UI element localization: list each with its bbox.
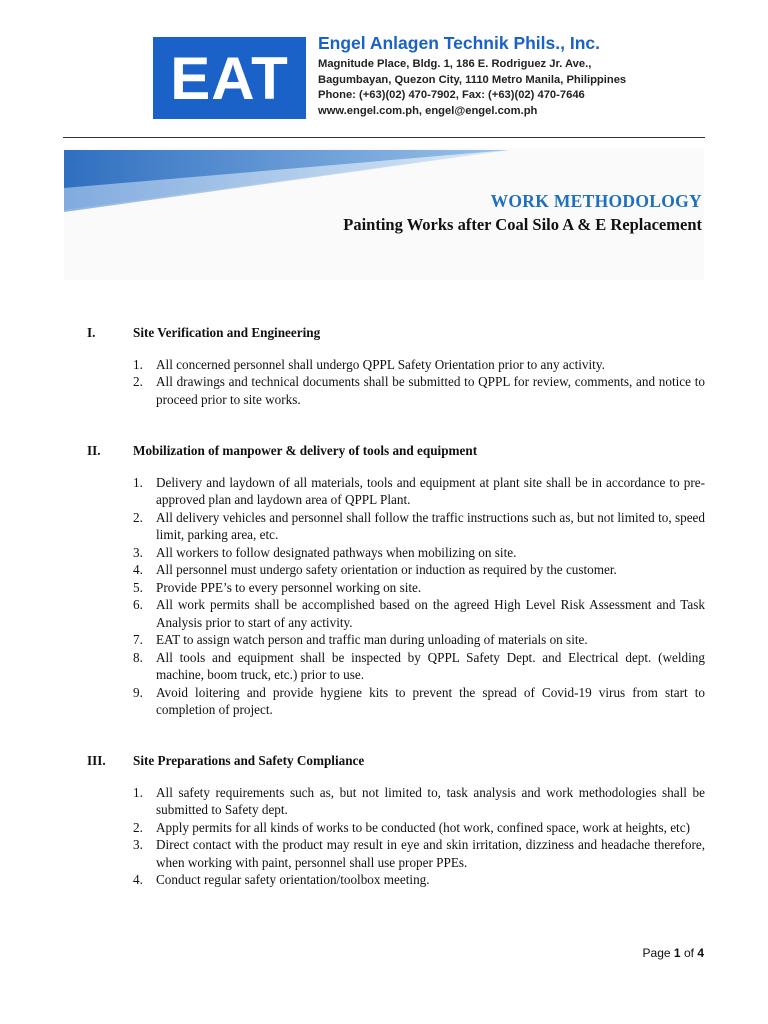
company-info (318, 33, 626, 119)
section-numeral: I. (87, 325, 96, 340)
item-number: 2. (133, 819, 143, 835)
section-heading (87, 324, 705, 342)
item-number: 6. (133, 597, 143, 612)
list-item (133, 373, 705, 408)
item-text: Conduct regular safety orientation/toolbox meeting. (156, 872, 430, 887)
title-banner (64, 148, 704, 280)
item-text: All workers to follow designated pathways when mobilizing on site. (156, 544, 517, 560)
item-number: 4. (133, 872, 143, 887)
item-text: All tools and equipment shall be inspected by QPPL Safety Dept. and Electrical dept. (welding machine, boom truck, etc.) prior to use. (156, 649, 705, 682)
document-subtitle: Painting Works after Coal Silo A & E Replacement (343, 215, 702, 234)
page-total: 4 (697, 946, 704, 960)
item-text: All concerned personnel shall undergo QPPL Safety Orientation prior to any activity. (156, 356, 605, 372)
section-title: Mobilization of manpower & delivery of tools and equipment (133, 443, 478, 458)
list-item (133, 784, 705, 819)
item-number: 8. (133, 649, 143, 665)
item-number: 2. (133, 509, 143, 525)
item-text: All safety requirements such as, but not limited to, task analysis and work methodologies shall be submitted to Safety dept. (156, 784, 705, 817)
section-3 (87, 752, 705, 889)
item-text: All work permits shall be accomplished based on the agreed High Level Risk Assessment and Task Analysis prior to start of any activity. (156, 597, 705, 630)
list-item (133, 544, 705, 562)
section-list (87, 474, 705, 719)
list-item (133, 596, 705, 631)
address-line-1: Magnitude Place, Bldg. 1, 186 E. Rodriguez Jr. Ave., (318, 58, 592, 70)
section-list (87, 784, 705, 889)
item-number: 5. (133, 579, 143, 595)
list-item (133, 579, 705, 597)
item-number: 3. (133, 544, 143, 560)
banner-swoosh-graphic (64, 148, 704, 280)
list-item (133, 356, 705, 374)
company-name: Engel Anlagen Technik Phils., Inc. (318, 33, 600, 53)
item-number: 7. (133, 632, 143, 647)
document-title: WORK METHODOLOGY (490, 191, 702, 211)
list-item (133, 474, 705, 509)
page-of: of (683, 946, 694, 960)
address-line-2: Bagumbayan, Quezon City, 1110 Metro Manila, Philippines (318, 73, 627, 86)
item-text: All personnel must undergo safety orientation or induction as required by the customer. (156, 562, 617, 577)
contact-phone: Phone: (+63)(02) 470-7902, Fax: (+63)(02) 470-7646 (318, 89, 585, 101)
logo-text: EAT (170, 44, 289, 112)
item-number: 3. (133, 837, 143, 852)
item-text: Apply permits for all kinds of works to be conducted (hot work, confined space, work at heights, etc) (156, 819, 690, 835)
list-item (133, 836, 705, 871)
item-number: 4. (133, 562, 143, 577)
page-label: Page (642, 946, 671, 960)
item-number: 2. (133, 374, 143, 389)
section-2 (87, 442, 705, 719)
item-text: All delivery vehicles and personnel shall follow the traffic instructions such as, but not limited to, speed limit, parking area, etc. (156, 509, 705, 542)
item-text: Provide PPE’s to every personnel working on site. (156, 579, 422, 595)
list-item (133, 631, 705, 649)
item-number: 1. (133, 474, 143, 490)
item-text: Avoid loitering and provide hygiene kits to prevent the spread of Covid-19 virus from start to completion of project. (156, 684, 705, 717)
section-heading (87, 442, 705, 460)
item-text: Delivery and laydown of all materials, tools and equipment at plant site shall be in accordance to pre-approved plan and laydown area of QPPL Plant. (156, 474, 705, 507)
section-list (87, 356, 705, 409)
item-text: All drawings and technical documents shall be submitted to QPPL for review, comments, and notice to proceed prior to site works. (156, 374, 705, 407)
list-item (133, 649, 705, 684)
section-title: Site Preparations and Safety Compliance (133, 753, 365, 768)
list-item (133, 819, 705, 837)
section-numeral: II. (87, 443, 101, 458)
list-item (133, 509, 705, 544)
list-item (133, 561, 705, 579)
section-title: Site Verification and Engineering (133, 325, 321, 340)
company-logo (153, 37, 306, 119)
page-number (643, 946, 704, 960)
item-number: 1. (133, 356, 143, 372)
list-item (133, 684, 705, 719)
section-heading (87, 752, 705, 770)
contact-web: www.engel.com.ph, engel@engel.com.ph (318, 104, 538, 117)
item-number: 1. (133, 784, 143, 800)
item-text: Direct contact with the product may result in eye and skin irritation, dizziness and headache therefore, when working with paint, personnel shall use proper PPEs. (156, 837, 705, 870)
item-number: 9. (133, 684, 143, 700)
header-divider (63, 137, 705, 138)
item-text: EAT to assign watch person and traffic man during unloading of materials on site. (156, 632, 588, 647)
page-current: 1 (673, 946, 681, 960)
section-1 (87, 324, 705, 408)
section-numeral: III. (87, 753, 106, 768)
list-item (133, 871, 705, 889)
